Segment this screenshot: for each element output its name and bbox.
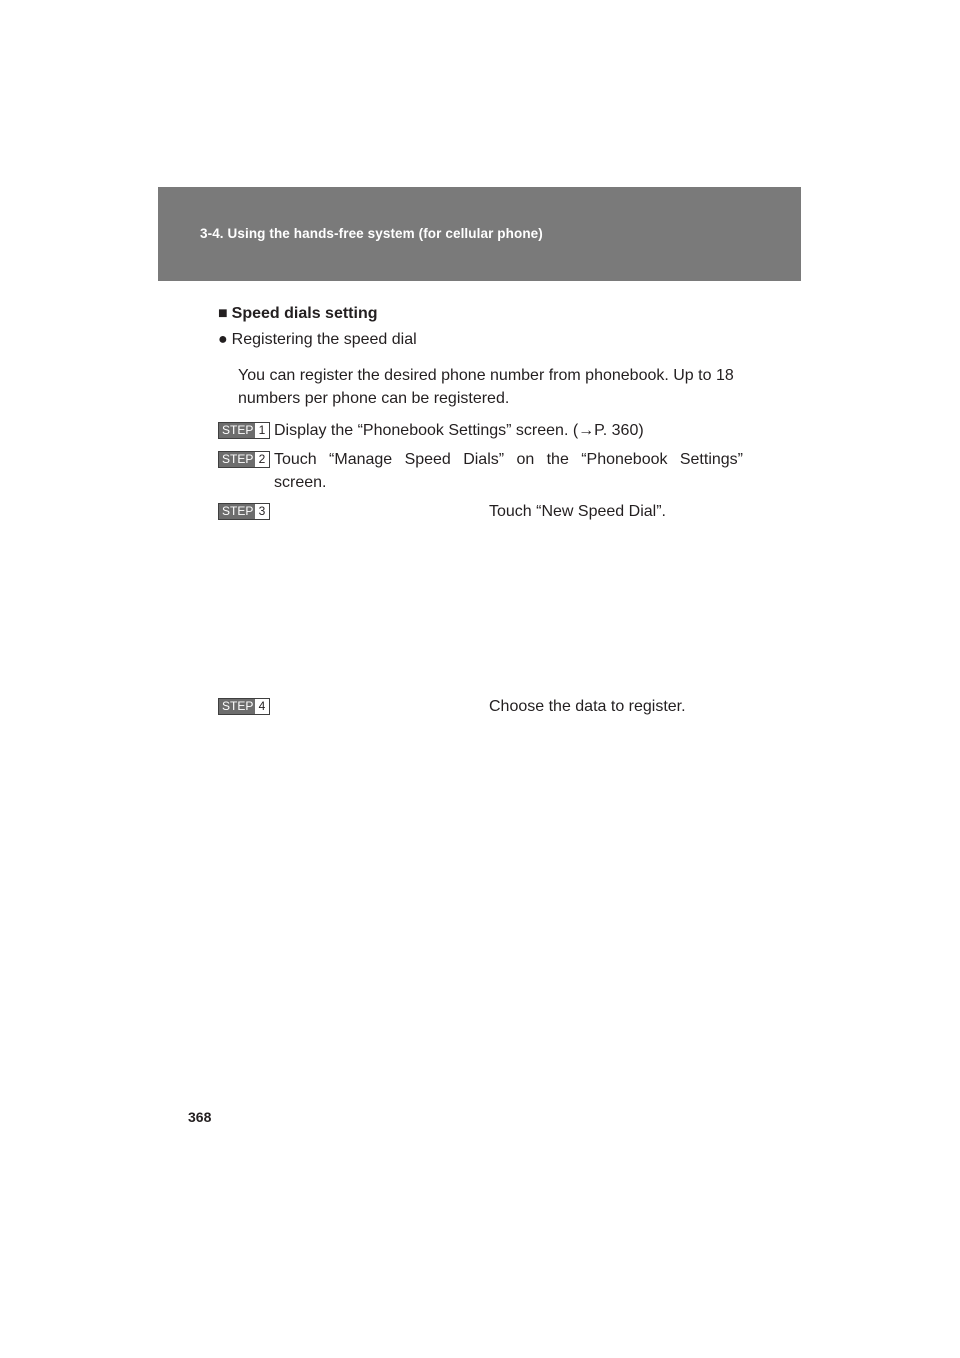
step-badge: STEP 4 xyxy=(218,698,270,715)
intro-paragraph: You can register the desired phone number from phonebook. Up to 18 numbers per phone can be registered. xyxy=(238,367,734,407)
chapter-title: 3-4. Using the hands-free system (for cellular phone) xyxy=(200,226,543,241)
sub-heading xyxy=(218,331,417,349)
step-badge: STEP 2 xyxy=(218,451,270,468)
chapter-header-bar xyxy=(158,187,801,281)
round-bullet-icon: ● xyxy=(218,331,228,348)
step-badge: STEP 3 xyxy=(218,503,270,520)
step-text: Touch “New Speed Dial”. xyxy=(489,503,666,520)
step-badge: STEP 1 xyxy=(218,422,270,439)
section-heading xyxy=(218,305,377,323)
sub-heading-title: Registering the speed dial xyxy=(231,331,417,348)
step-text: Touch “Manage Speed Dials” on the “Phonebook Settings” screen. xyxy=(274,451,743,491)
section-title: Speed dials setting xyxy=(231,305,378,322)
step-text: Choose the data to register. xyxy=(489,698,686,715)
page-number: 368 xyxy=(188,1109,212,1125)
step-text: Display the “Phonebook Settings” screen. (→P. 360) xyxy=(274,422,644,439)
square-bullet-icon: ■ xyxy=(218,305,228,322)
